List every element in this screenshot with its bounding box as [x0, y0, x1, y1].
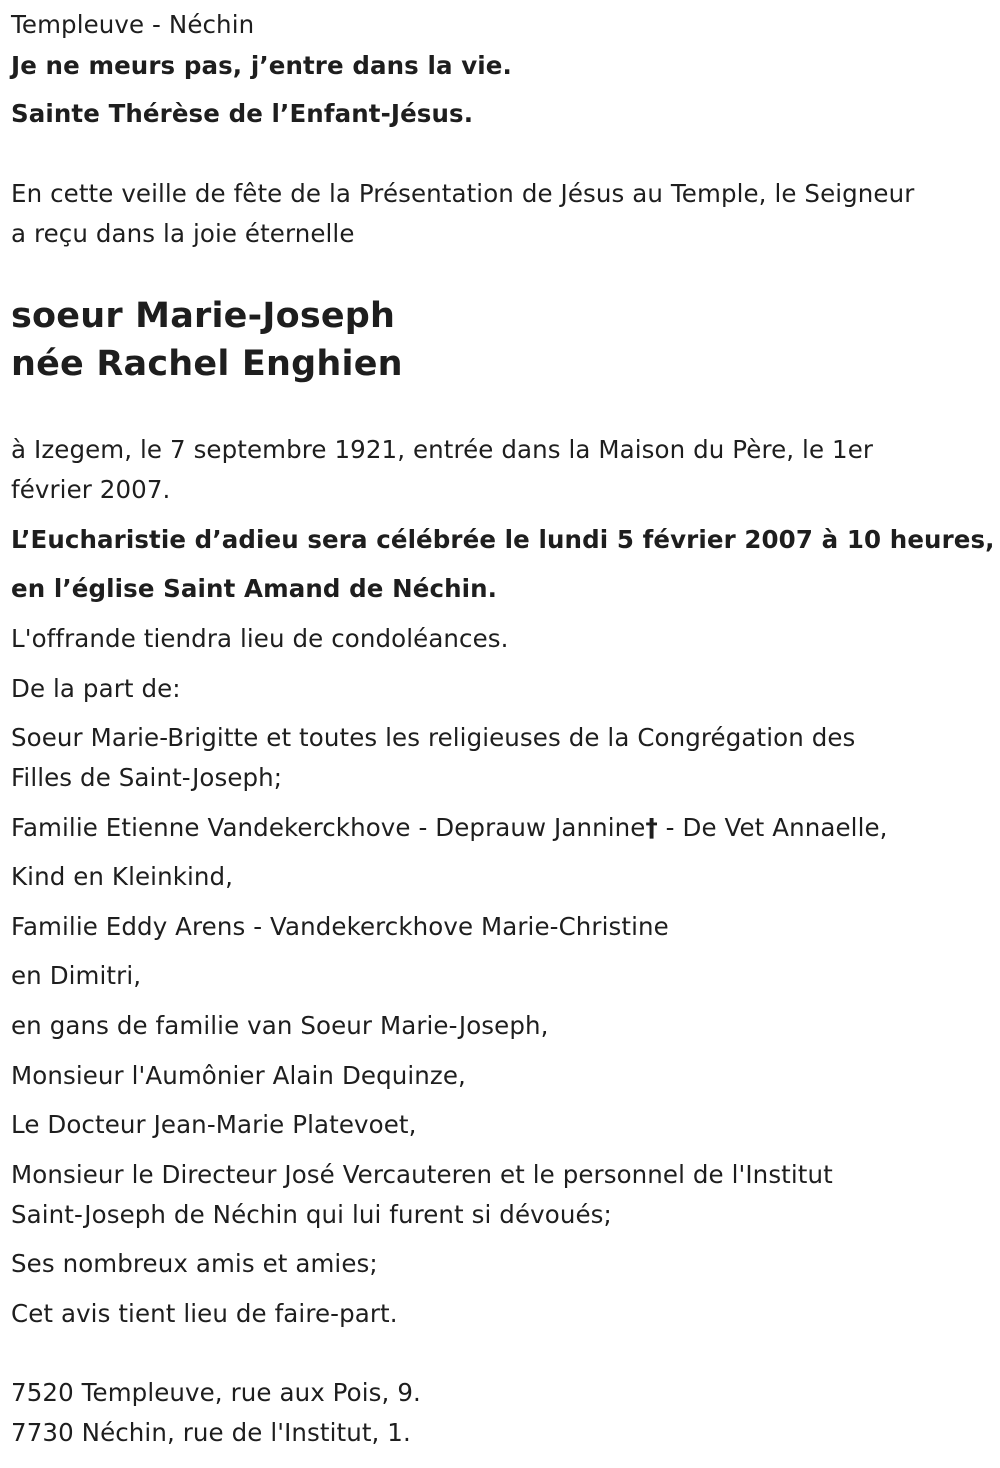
- quote-author: Sainte Thérèse de l’Enfant-Jésus.: [11, 99, 474, 128]
- notice-text: Cet avis tient lieu de faire-part.: [11, 1299, 398, 1328]
- intro-line-1: En cette veille de fête de la Présentation de Jésus au Temple, le Seigneur: [11, 179, 915, 208]
- sisters-line-1: Soeur Marie-Brigitte et toutes les religieuses de la Congrégation des: [11, 723, 856, 752]
- director-line-2: Saint-Joseph de Néchin qui lui furent si dévoués;: [11, 1200, 612, 1229]
- location-heading: Templeuve - Néchin: [11, 10, 255, 39]
- intro-line-2: a reçu dans la joie éternelle: [11, 219, 355, 248]
- birth-name: née Rachel Enghien: [11, 344, 403, 384]
- cross-icon: †: [645, 813, 658, 842]
- quote: Je ne meurs pas, j’entre dans la vie.: [11, 51, 512, 80]
- address-nechin: 7730 Néchin, rue de l'Institut, 1.: [11, 1418, 411, 1447]
- family-vandekerckhove-name: Familie Etienne Vandekerckhove - Deprauw Jannine: [11, 813, 646, 842]
- address-templeuve: 7520 Templeuve, rue aux Pois, 9.: [11, 1378, 421, 1407]
- family-arens: Familie Eddy Arens - Vandekerckhove Marie-Christine: [11, 912, 669, 941]
- doctor: Le Docteur Jean-Marie Platevoet,: [11, 1110, 417, 1139]
- chaplain: Monsieur l'Aumônier Alain Dequinze,: [11, 1061, 466, 1090]
- family-dimitri: en Dimitri,: [11, 961, 142, 990]
- director-line-1: Monsieur le Directeur José Vercauteren et le personnel de l'Institut: [11, 1160, 833, 1189]
- sisters-line-2: Filles de Saint-Joseph;: [11, 763, 283, 792]
- ceremony-line-1: L’Eucharistie d’adieu sera célébrée le lundi 5 février 2007 à 10 heures,: [11, 525, 995, 554]
- offering-text: L'offrande tiendra lieu de condoléances.: [11, 624, 509, 653]
- family-vandekerckhove: [11, 813, 888, 843]
- dates-line-1: à Izegem, le 7 septembre 1921, entrée dans la Maison du Père, le 1er: [11, 435, 874, 464]
- family-vandekerckhove-rest: - De Vet Annaelle,: [657, 813, 888, 842]
- from-label: De la part de:: [11, 674, 181, 703]
- friends: Ses nombreux amis et amies;: [11, 1249, 378, 1278]
- dates-line-2: février 2007.: [11, 475, 171, 504]
- family-kind: Kind en Kleinkind,: [11, 862, 234, 891]
- family-gans: en gans de familie van Soeur Marie-Joseph,: [11, 1011, 549, 1040]
- religious-name: soeur Marie-Joseph: [11, 296, 396, 336]
- ceremony-line-2: en l’église Saint Amand de Néchin.: [11, 574, 498, 603]
